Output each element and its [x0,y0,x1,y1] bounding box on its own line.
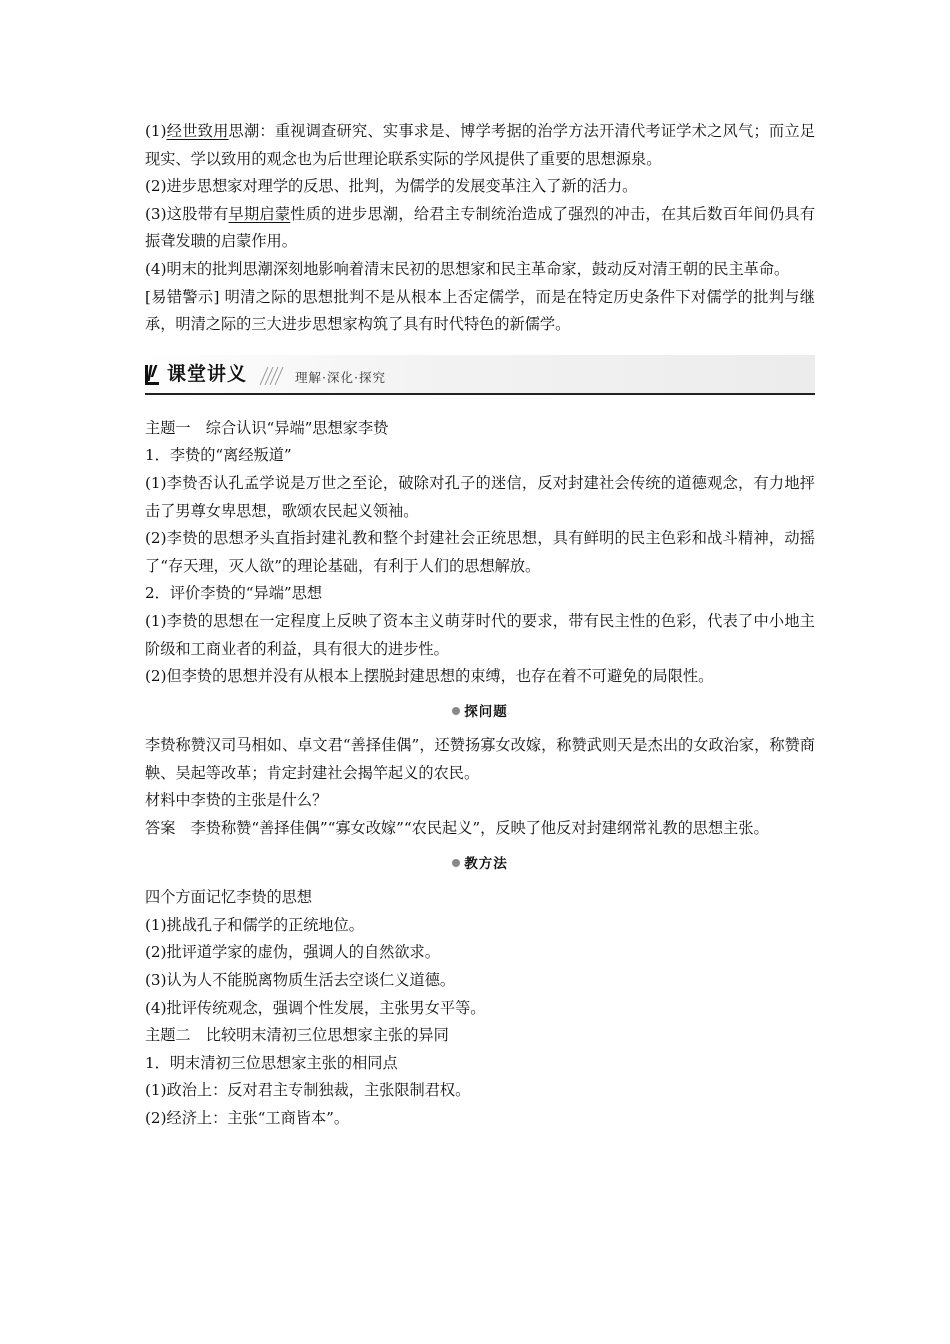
method-item: (1)挑战孔子和儒学的正统地位。 [145,915,364,934]
intro-p1-underlined-term: 经世致用 [166,122,229,140]
explore-answer: 答案 李贽称赞“善择佳偶”“寡女改嫁”“农民起义”，反映了他反对封建纲常礼教的思想主张。 [145,819,769,838]
method-item: (2)批评道学家的虚伪，强调人的自然欲求。 [145,943,440,962]
bullet-dot-icon [452,859,460,867]
document-page [145,118,815,1133]
explore-heading [145,699,815,727]
topic1-title: 主题一 综合认识“异端”思想家李贽 [145,418,389,437]
topic2-para1: (1)政治上：反对君主专制独裁，主张限制君权。 [145,1081,471,1100]
intro-p3-text: 性质的进步思潮，给君主专制统治造成了强烈的冲击，在其后数百年间仍具有振聋发聩的启蒙作用。 [145,204,816,251]
explore-heading-label: 探问题 [464,703,508,720]
intro-p3-prefix: (3)这股带有 [145,204,229,223]
method-item: (3)认为人不能脱离物质生活去空谈仁义道德。 [145,971,456,990]
banner-subtitle: 理解·深化·探究 [295,369,386,385]
topic1-section1-title: 1．李贽的“离经叛道” [145,446,292,465]
intro-paragraph-3 [145,201,815,256]
intro-p1-text: 思潮：重视调查研究、实事求是、博学考据的治学方法开清代考证学术之风气；而立足现实、学以致用的观念也为后世理论联系实际的学风提供了重要的思想源泉。 [145,122,816,168]
banner-title: 课堂讲义 [167,362,248,385]
intro-paragraph-1 [145,118,815,173]
method-heading [145,851,815,879]
intro-p1-prefix: (1) [145,122,167,140]
banner-stripes-icon [145,365,163,385]
topic1-section2-title: 2．评价李贽的“异端”思想 [145,584,323,603]
bullet-dot-icon [452,707,460,715]
explore-question: 材料中李贽的主张是什么？ [145,791,328,810]
intro-paragraph-2: (2)进步思想家对理学的反思、批判，为儒学的发展变革注入了新的活力。 [145,177,638,196]
topic2-para2: (2)经济上：主张“工商皆本”。 [145,1109,350,1127]
topic1-section2-para1: (1)李贽的思想在一定程度上反映了资本主义萌芽时代的要求，带有民主性的色彩，代表了中小地主阶级和工商业者的利益，具有很大的进步性。 [145,611,815,658]
banner-diagonal-icon [258,367,284,385]
explore-material: 李贽称赞汉司马相如、卓文君“善择佳偶”，还赞扬寡女改嫁，称赞武则天是杰出的女政治家，称赞商鞅、吴起等改革；肯定封建社会揭竿起义的农民。 [145,736,815,782]
topic1-section1-para2: (2)李贽的思想矛头直指封建礼教和整个封建社会正统思想，具有鲜明的民主色彩和战斗精神，动摇了“存天理，灭人欲”的理论基础，有利于人们的思想解放。 [145,529,815,575]
topic1-section1-para1: (1)李贽否认孔孟学说是万世之至论，破除对孔子的迷信，反对封建社会传统的道德观念，有力地抨击了男尊女卑思想，歌颂农民起义领袖。 [145,473,815,520]
error-warning-paragraph: [易错警示] 明清之际的思想批判不是从根本上否定儒学，而是在特定历史条件下对儒学的批判与继承，明清之际的三大进步思想家构筑了具有时代特色的新儒学。 [145,287,815,334]
topic1-section2-para2: (2)但李贽的思想并没有从根本上摆脱封建思想的束缚，也存在着不可避免的局限性。 [145,667,714,686]
intro-paragraph-4: (4)明末的批判思潮深刻地影响着清末民初的思想家和民主革命家，鼓动反对清王朝的民主革命。 [145,259,790,278]
topic2-section1-title: 1．明末清初三位思想家主张的相同点 [145,1053,398,1072]
intro-p3-underlined-term: 早期启蒙 [228,204,291,223]
topic2-title: 主题二 比较明末清初三位思想家主张的异同 [145,1026,449,1045]
method-heading-label: 教方法 [464,855,508,872]
method-title: 四个方面记忆李贽的思想 [145,888,313,907]
method-item: (4)批评传统观念，强调个性发展，主张男女平等。 [145,998,486,1017]
section-banner [145,355,815,395]
